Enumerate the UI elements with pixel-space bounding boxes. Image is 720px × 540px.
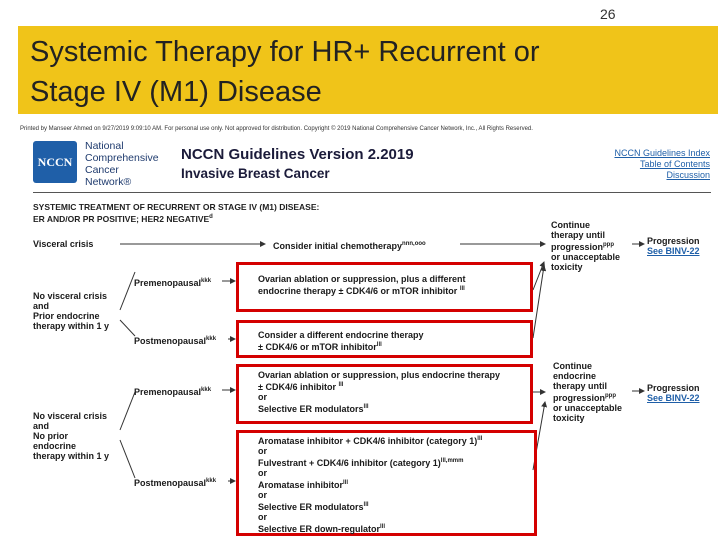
postmeno-text-2: Postmenopausal <box>134 478 207 488</box>
ct-top-line-3: progression <box>551 242 604 252</box>
nvp-line-4: therapy within 1 y <box>33 321 110 331</box>
progression-top-label: Progression <box>647 236 700 246</box>
box3-text <box>258 370 500 414</box>
ct-bot-line-5: or unacceptable <box>553 403 623 413</box>
visceral-crisis-label: Visceral crisis <box>33 239 94 249</box>
table-of-contents-link[interactable]: Table of Contents <box>639 159 710 169</box>
box4-line-5: Aromatase inhibitor <box>258 480 344 490</box>
nvp-line-2: and <box>33 301 50 311</box>
nvn-line-1: No visceral crisis <box>33 411 108 421</box>
ct-bot-sup: ppp <box>605 393 617 399</box>
see-binv-22-link-top[interactable]: See BINV-22 <box>647 246 700 256</box>
guidelines-index-link[interactable]: NCCN Guidelines Index <box>614 148 710 158</box>
ct-top-line-4: or unacceptable <box>551 252 621 262</box>
guidelines-subtitle: Invasive Breast Cancer <box>181 166 330 181</box>
box4-sup-1: lll <box>477 436 483 442</box>
box1-line-1: Ovarian ablation or suppression, plus a different <box>258 274 466 284</box>
postmeno-sup-1: kkk <box>206 336 217 342</box>
premeno-text-2: Premenopausal <box>134 387 202 397</box>
box4-sup-3: lll,mmm <box>440 458 464 464</box>
continue-therapy-top <box>551 220 620 272</box>
box4-sup-5: lll <box>343 480 349 486</box>
no-visceral-prior-block <box>33 291 109 331</box>
continue-therapy-bottom <box>553 361 622 423</box>
nccn-logo: NCCN <box>33 141 77 183</box>
progression-top <box>647 236 700 256</box>
section-sup: d <box>209 214 213 220</box>
postmeno-sup-2: kkk <box>206 478 217 484</box>
title-line-2: Stage IV (M1) Disease <box>30 76 322 108</box>
branch-prior-post <box>120 320 135 336</box>
box4-line-2: or <box>258 446 267 456</box>
see-binv-22-link-bottom[interactable]: See BINV-22 <box>647 393 700 403</box>
premeno-sup-2: kkk <box>201 387 212 393</box>
ct-top-line-2: therapy until <box>551 230 606 240</box>
box2-text <box>258 330 424 352</box>
printed-note: Printed by Manseer Ahmed on 9/27/2019 9:09:10 AM. For personal use only. Not approved for distribution. Copyright © 2019 National Comprehensive Cancer Network, Inc., All Rights Reserved. <box>20 126 533 132</box>
box2-line-1: Consider a different endocrine therapy <box>258 330 424 340</box>
ct-bot-line-3: therapy until <box>553 381 608 391</box>
box4-line-4: or <box>258 468 267 478</box>
ct-top-line-5: toxicity <box>551 262 583 272</box>
ct-bot-line-1: Continue <box>553 361 592 371</box>
box1-line-2: endocrine therapy ± CDK4/6 or mTOR inhibitor <box>258 286 458 296</box>
premeno-sup-1: kkk <box>201 278 212 284</box>
branch-noprior-post <box>120 440 135 478</box>
branch-noprior-pre <box>120 392 135 430</box>
box3-line-3: or <box>258 392 267 402</box>
box4-line-7: Selective ER modulators <box>258 502 364 512</box>
premeno-text-1: Premenopausal <box>134 278 202 288</box>
premenopausal-label-2 <box>134 385 211 397</box>
discussion-link[interactable]: Discussion <box>666 170 710 180</box>
logo-line-2: Comprehensive <box>85 152 159 164</box>
box3-line-1: Ovarian ablation or suppression, plus endocrine therapy <box>258 370 501 380</box>
box2-line-2: ± CDK4/6 or mTOR inhibitor <box>258 342 377 352</box>
ct-bot-line-2: endocrine <box>553 371 597 381</box>
no-visceral-noprior-block <box>33 411 109 461</box>
logo-line-1: National <box>85 140 124 152</box>
nvp-line-3: Prior endocrine <box>33 311 100 321</box>
nvp-line-1: No visceral crisis <box>33 291 108 301</box>
guidelines-version: NCCN Guidelines Version 2.2019 <box>181 146 414 163</box>
box4-line-9: Selective ER down-regulator <box>258 524 381 534</box>
box4-sup-9: lll <box>380 524 386 530</box>
nvn-line-4: endocrine <box>33 441 77 451</box>
consider-chemo-text: Consider initial chemotherapy <box>273 241 403 251</box>
box3-line-4: Selective ER modulators <box>258 404 364 414</box>
box4-line-3: Fulvestrant + CDK4/6 inhibitor (category 1) <box>258 458 441 468</box>
box1-sup: lll <box>459 286 465 292</box>
nvn-line-5: therapy within 1 y <box>33 451 110 461</box>
box4-line-8: or <box>258 512 267 522</box>
box2-sup: lll <box>376 342 382 348</box>
consider-chemo-sup: nnn,ooo <box>402 241 426 247</box>
box4-text <box>258 434 482 534</box>
ct-bot-line-4: progression <box>553 393 606 403</box>
logo-line-4: Network® <box>85 176 132 188</box>
postmeno-text-1: Postmenopausal <box>134 336 207 346</box>
ct-top-line-1: Continue <box>551 220 590 230</box>
slide-number: 26 <box>600 6 616 22</box>
box3-sup-a: lll <box>338 382 344 388</box>
premenopausal-label-1 <box>134 276 211 288</box>
ct-bot-line-6: toxicity <box>553 413 585 423</box>
ct-top-sup: ppp <box>603 242 615 248</box>
postmenopausal-label-1 <box>134 334 216 346</box>
progression-bottom <box>647 383 700 403</box>
progression-bottom-label: Progression <box>647 383 700 393</box>
box4-line-6: or <box>258 490 267 500</box>
logo-line-3: Cancer <box>85 164 119 176</box>
postmenopausal-label-2 <box>134 476 216 488</box>
nvn-line-3: No prior <box>33 431 68 441</box>
consider-chemo-label <box>273 239 426 251</box>
section-line-2: ER AND/OR PR POSITIVE; HER2 NEGATIVE <box>33 213 210 224</box>
box4-sup-7: lll <box>363 502 369 508</box>
nvn-line-2: and <box>33 421 50 431</box>
title-line-1: Systemic Therapy for HR+ Recurrent or <box>30 36 540 68</box>
box3-sup-b: lll <box>363 404 369 410</box>
section-line-1: SYSTEMIC TREATMENT OF RECURRENT OR STAGE IV (M1) DISEASE: <box>33 202 320 212</box>
box4-line-1: Aromatase inhibitor + CDK4/6 inhibitor (category 1) <box>258 436 478 446</box>
branch-prior-pre <box>120 272 135 310</box>
box3-line-2: ± CDK4/6 inhibitor <box>258 382 336 392</box>
box1-text <box>258 274 466 296</box>
